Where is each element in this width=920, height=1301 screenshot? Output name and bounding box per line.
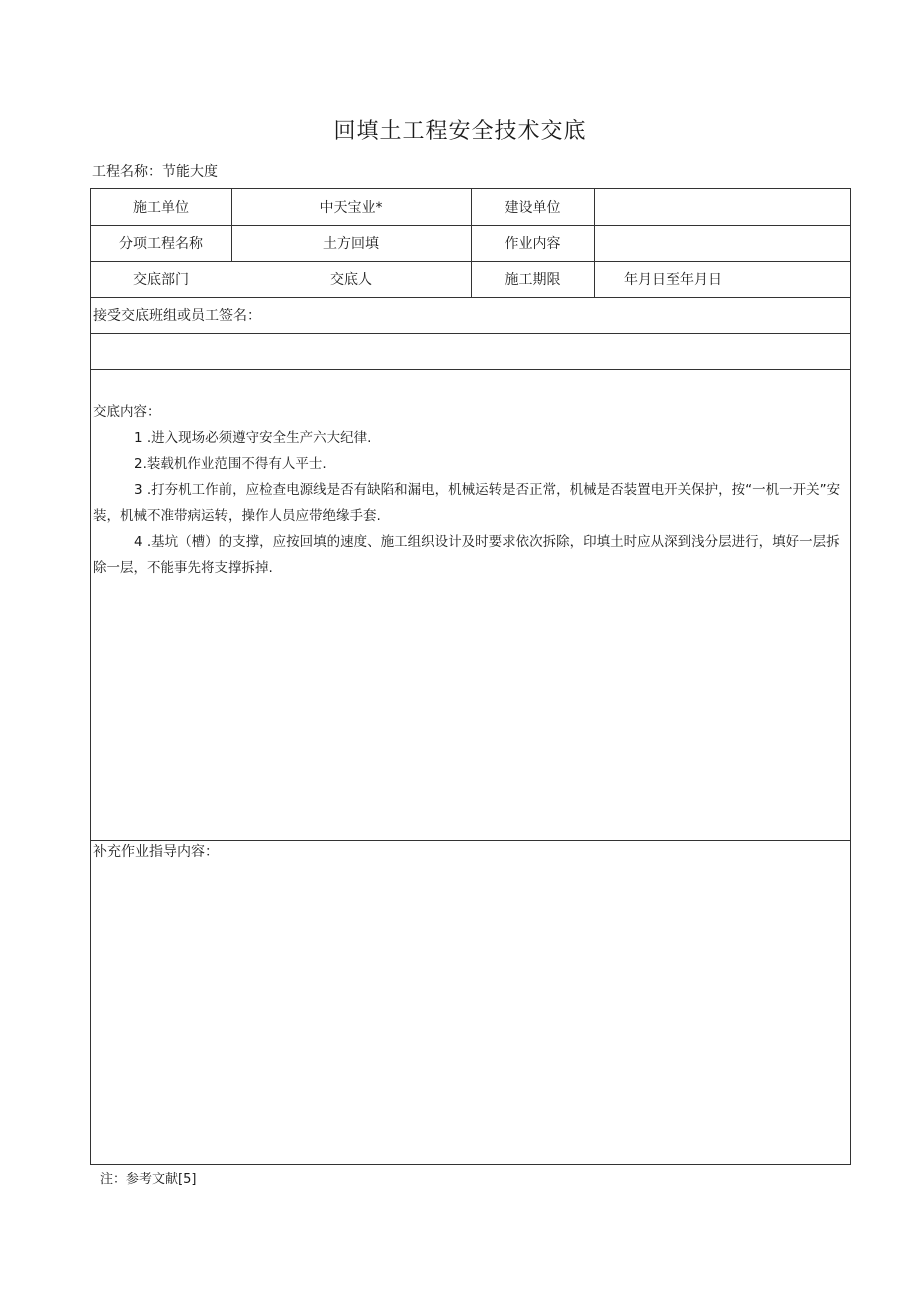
- column-divider: [594, 189, 595, 297]
- content-label: 交底内容：: [93, 404, 161, 420]
- disclosure-content: [93, 399, 848, 581]
- signature-label: 接受交底班组或员工签名：: [93, 308, 261, 324]
- content-item-2: 2.装载机作业范围不得有人平士.: [134, 456, 327, 472]
- row-divider: [91, 369, 850, 370]
- construction-period-value: 年月日至年月日: [624, 272, 722, 288]
- content-item-1: 1 .进入现场必须遵守安全生产六大纪律.: [134, 430, 372, 446]
- row-divider: [91, 840, 850, 841]
- disclosure-dept-label: 交底部门: [133, 272, 189, 288]
- construction-unit-label: 施工单位: [133, 200, 189, 216]
- content-item-4: 4 .基坑（槽）的支撑，应按回填的速度、施工组织设计及时要求依次拆除，印填土时应从深到浅分层进行，填好一层拆除一层，不能事先将支撑拆掉.: [93, 534, 840, 576]
- disclosure-form: [90, 188, 851, 1165]
- row-divider: [91, 333, 850, 334]
- work-content-label: 作业内容: [504, 236, 561, 252]
- discloser-label: 交底人: [330, 272, 372, 288]
- sub-project-value: 土方回填: [323, 236, 379, 252]
- project-name-value: 节能大度: [162, 164, 218, 180]
- reference-note: 注：参考文献[5]: [100, 1172, 197, 1187]
- sub-project-label: 分项工程名称: [119, 236, 203, 252]
- content-item-3: 3 .打夯机工作前，应检查电源线是否有缺陷和漏电，机械运转是否正常，机械是否装置电开关保护，按“一机一开关”安装，机械不准带病运转，操作人员应带绝缘手套.: [93, 482, 841, 524]
- construction-unit-value: 中天宝业*: [319, 200, 383, 216]
- row-divider: [91, 297, 850, 298]
- document-title: 回填土工程安全技术交底: [333, 119, 587, 144]
- construction-period-label: 施工期限: [504, 272, 561, 288]
- owner-unit-label: 建设单位: [504, 200, 561, 216]
- supplement-label: 补充作业指导内容：: [93, 844, 219, 860]
- project-name-label: 工程名称：: [92, 164, 162, 180]
- project-name: [92, 161, 218, 181]
